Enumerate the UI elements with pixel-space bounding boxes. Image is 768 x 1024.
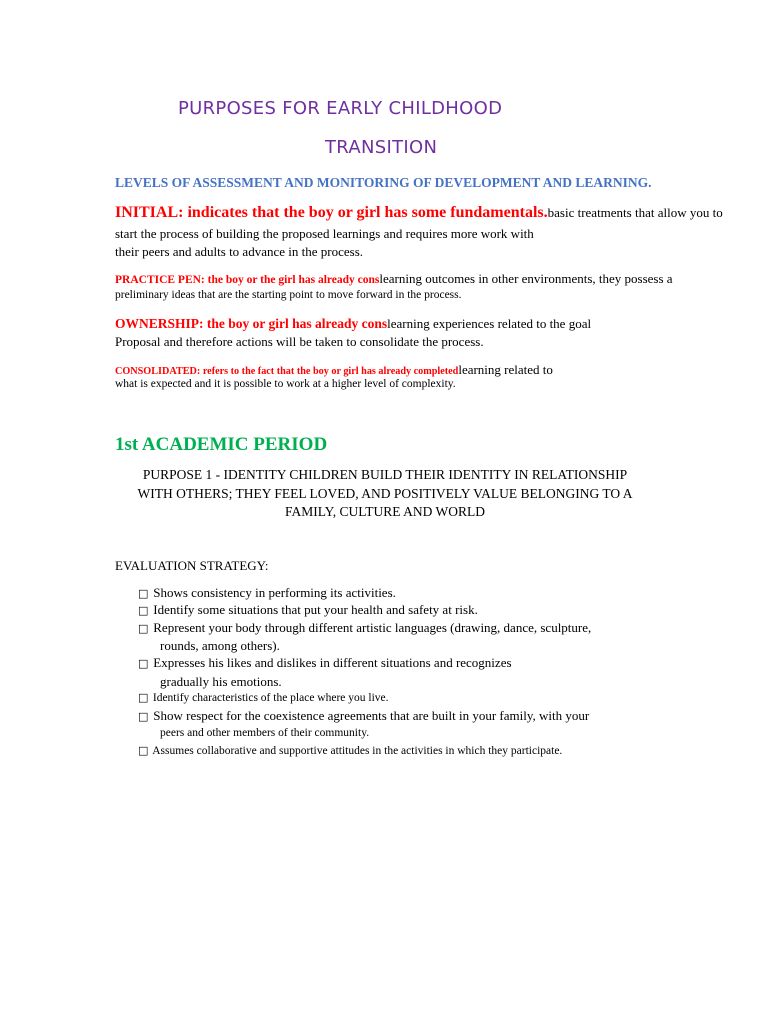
list-item-text: Assumes collaborative and supportive attitudes in the activities in which they participate. [152,745,563,757]
practice-text-2: preliminary ideas that are the starting point to move forward in the process. [115,289,462,301]
initial-label: INITIAL: indicates that the boy or girl has some fundamentals. [115,204,548,221]
ownership-line-1 [115,315,591,333]
ownership-text-2: Proposal and therefore actions will be taken to consolidate the process. [115,334,484,349]
consolidated-text-1: learning related to [458,362,553,377]
list-item-continuation: rounds, among others). [160,638,280,653]
list-item-text: Expresses his likes and dislikes in different situations and recognizes [153,655,512,670]
list-item-text: Identify some situations that put your health and safety at risk. [153,602,478,617]
consolidated-label: CONSOLIDATED: refers to the fact that the boy or girl has already completed [115,366,459,377]
checkbox-icon: □ [138,657,149,670]
list-item [138,744,562,757]
list-item [138,691,389,704]
list-item [138,620,591,636]
initial-text-1: basic treatments that allow you to [547,205,723,220]
practice-text-1: learning outcomes in other environments, they possess a [379,271,673,286]
title-line-2: TRANSITION [325,137,438,158]
checkbox-icon: □ [138,710,149,723]
list-item [138,602,478,618]
initial-text-2: start the process of building the proposed learnings and requires more work with [115,226,534,241]
list-item [138,585,396,601]
period-heading: 1st ACADEMIC PERIOD [115,434,328,455]
list-item [138,708,589,724]
checkbox-icon: □ [138,622,149,635]
initial-line-1 [115,204,723,222]
list-item-text: Shows consistency in performing its activities. [153,585,396,600]
list-item-text: Identify characteristics of the place where you live. [152,692,389,704]
title-line-1: PURPOSES FOR EARLY CHILDHOOD [178,98,503,119]
consolidated-line-1 [115,361,553,379]
list-item-continuation: peers and other members of their community. [160,727,370,739]
purpose-line-1: PURPOSE 1 - IDENTITY CHILDREN BUILD THEIR IDENTITY IN RELATIONSHIP [142,467,628,482]
purpose-line-2: WITH OTHERS; THEY FEEL LOVED, AND POSITIVELY VALUE BELONGING TO A [137,486,633,501]
practice-line-1 [115,270,673,288]
ownership-text-1: learning experiences related to the goal [387,316,592,331]
list-item-text: Represent your body through different artistic languages (drawing, dance, sculpture, [153,620,592,635]
initial-text-3: their peers and adults to advance in the process. [115,244,363,259]
checkbox-icon: □ [138,691,149,704]
checkbox-icon: □ [138,744,149,757]
levels-heading: LEVELS OF ASSESSMENT AND MONITORING OF DEVELOPMENT AND LEARNING. [115,175,652,190]
checkbox-icon: □ [138,604,149,617]
consolidated-text-2: what is expected and it is possible to work at a higher level of complexity. [115,378,456,390]
purpose-line-3: FAMILY, CULTURE AND WORLD [285,504,485,519]
list-item-text: Show respect for the coexistence agreements that are built in your family, with your [153,708,590,723]
list-item-continuation: gradually his emotions. [160,674,282,689]
practice-label: PRACTICE PEN: the boy or the girl has already cons [115,274,380,286]
evaluation-heading: EVALUATION STRATEGY: [115,558,269,573]
checkbox-icon: □ [138,587,149,600]
list-item [138,655,512,671]
ownership-label: OWNERSHIP: the boy or girl has already cons [115,316,388,331]
